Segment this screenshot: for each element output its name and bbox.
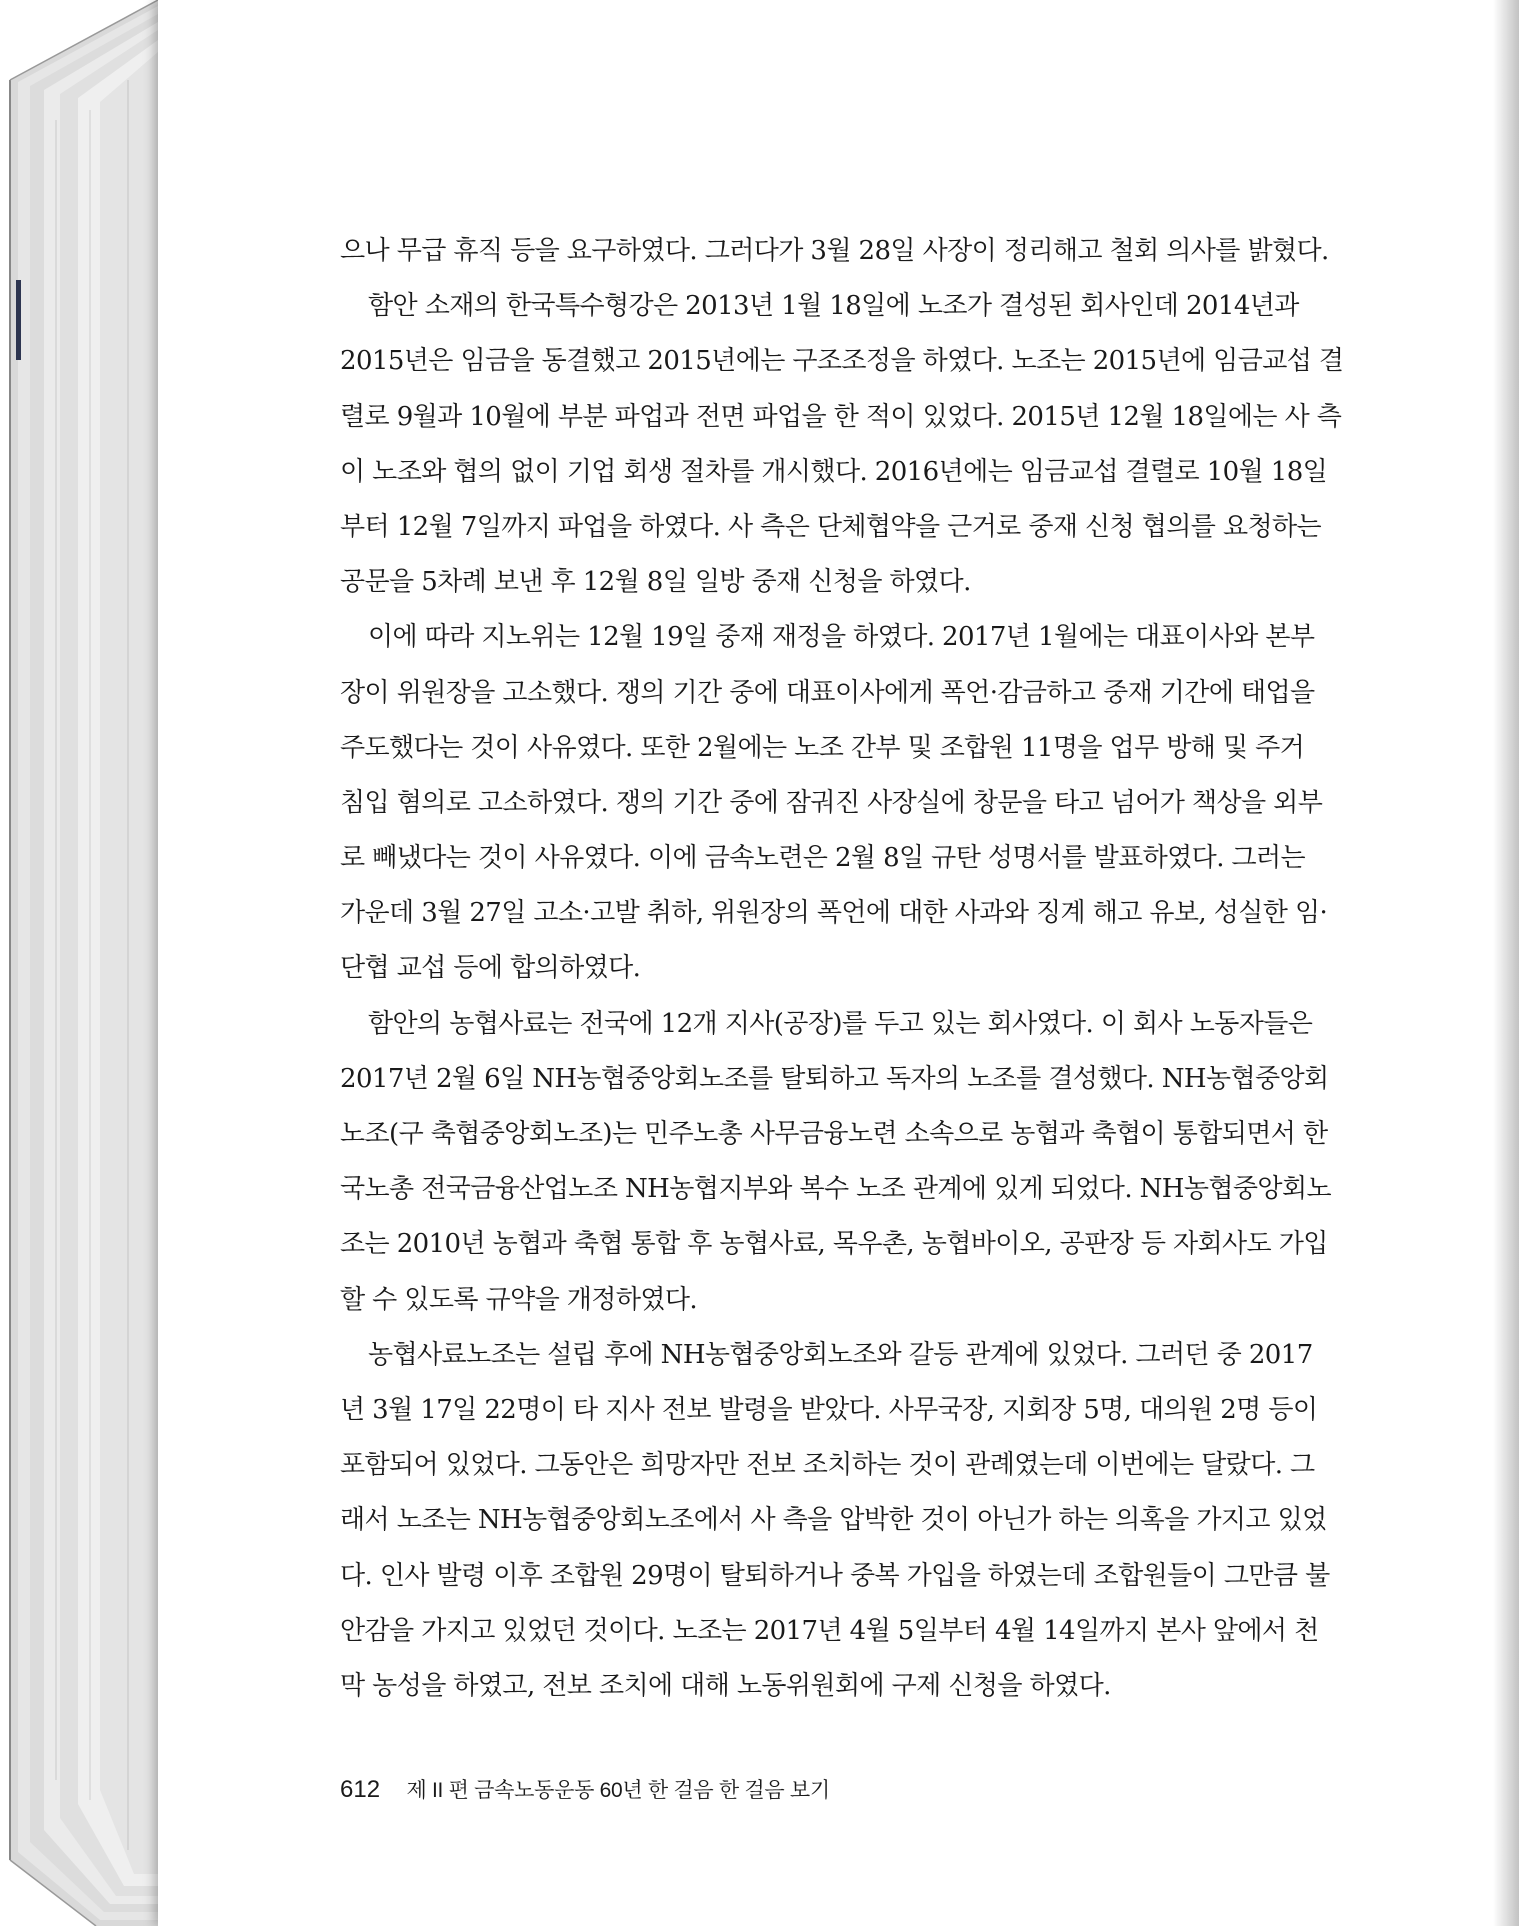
page-number: 612: [340, 1776, 381, 1803]
text-line: 으나 무급 휴직 등을 요구하였다. 그러다가 3월 28일 사장이 정리해고 철회 의사를 밝혔다.: [340, 236, 1329, 266]
page-footer: [340, 1770, 830, 1810]
text-line: 다. 인사 발령 이후 조합원 29명이 탈퇴하거나 중복 가입을 하였는데 조합원들이 그만큼 불: [340, 1560, 1330, 1591]
text-line: 이 노조와 협의 없이 기업 회생 절차를 개시했다. 2016년에는 임금교섭 결렬로 10월 18일: [340, 456, 1328, 487]
text-line: 막 농성을 하였고, 전보 조치에 대해 노동위원회에 구제 신청을 하였다.: [340, 1670, 1111, 1701]
text-line: 2017년 2월 6일 NH농협중앙회노조를 탈퇴하고 독자의 노조를 결성했다. NH농협중앙회: [340, 1063, 1329, 1094]
page-right-shadow: [1493, 0, 1519, 1926]
text-line: 함안의 농협사료는 전국에 12개 지사(공장)를 두고 있는 회사였다. 이 회사 노동자들은: [368, 1008, 1313, 1039]
text-line: 주도했다는 것이 사유였다. 또한 2월에는 노조 간부 및 조합원 11명을 업무 방해 및 주거: [340, 732, 1305, 763]
text-line: 2015년은 임금을 동결했고 2015년에는 구조조정을 하였다. 노조는 2015년에 임금교섭 결: [340, 346, 1344, 377]
text-line: 래서 노조는 NH농협중앙회노조에서 사 측을 압박한 것이 아닌가 하는 의혹을 가지고 있었: [340, 1505, 1327, 1536]
text-line: 함안 소재의 한국특수형강은 2013년 1월 18일에 노조가 결성된 회사인데 2014년과: [368, 291, 1299, 322]
text-line: 할 수 있도록 규약을 개정하였다.: [340, 1284, 698, 1315]
text-line: 단협 교섭 등에 합의하였다.: [340, 953, 641, 984]
text-line: 침입 혐의로 고소하였다. 쟁의 기간 중에 잠궈진 사장실에 창문을 타고 넘어가 책상을 외부: [340, 787, 1323, 818]
text-line: 포함되어 있었다. 그동안은 희망자만 전보 조치하는 것이 관례였는데 이번에는 달랐다. 그: [340, 1450, 1315, 1481]
text-line: 이에 따라 지노위는 12월 19일 중재 재정을 하였다. 2017년 1월에는 대표이사와 본부: [368, 622, 1315, 653]
text-line: 로 빼냈다는 것이 사유였다. 이에 금속노련은 2월 8일 규탄 성명서를 발표하였다. 그러는: [340, 843, 1306, 874]
text-line: 년 3월 17일 22명이 타 지사 전보 발령을 받았다. 사무국장, 지회장 5명, 대의원 2명 등이: [340, 1394, 1318, 1425]
text-line: 국노총 전국금융산업노조 NH농협지부와 복수 노조 관계에 있게 되었다. NH농협중앙회노: [340, 1174, 1331, 1205]
text-line: 가운데 3월 27일 고소·고발 취하, 위원장의 폭언에 대한 사과와 징계 해고 유보, 성실한 임·: [340, 898, 1328, 929]
text-line: 조는 2010년 농협과 축협 통합 후 농협사료, 목우촌, 농협바이오, 공판장 등 자회사도 가입: [340, 1229, 1328, 1260]
book-page-edges: [0, 0, 170, 1926]
text-line: 공문을 5차례 보낸 후 12월 8일 일방 중재 신청을 하였다.: [340, 567, 971, 598]
text-line: 안감을 가지고 있었던 것이다. 노조는 2017년 4월 5일부터 4월 14일까지 본사 앞에서 천: [340, 1615, 1319, 1646]
body-text: [340, 224, 1344, 1714]
text-line: 장이 위원장을 고소했다. 쟁의 기간 중에 대표이사에게 폭언·감금하고 중재 기간에 태업을: [340, 677, 1315, 708]
running-title: 제 II 편 금속노동운동 60년 한 걸음 한 걸음 보기: [406, 1779, 830, 1802]
text-line: 부터 12월 7일까지 파업을 하였다. 사 측은 단체협약을 근거로 중재 신청 협의를 요청하는: [340, 511, 1322, 542]
text-line: 농협사료노조는 설립 후에 NH농협중앙회노조와 갈등 관계에 있었다. 그러던 중 2017: [368, 1339, 1313, 1370]
text-line: 렬로 9월과 10월에 부분 파업과 전면 파업을 한 적이 있었다. 2015년 12월 18일에는 사 측: [340, 401, 1342, 432]
text-line: 노조(구 축협중앙회노조)는 민주노총 사무금융노련 소속으로 농협과 축협이 통합되면서 한: [340, 1119, 1328, 1149]
